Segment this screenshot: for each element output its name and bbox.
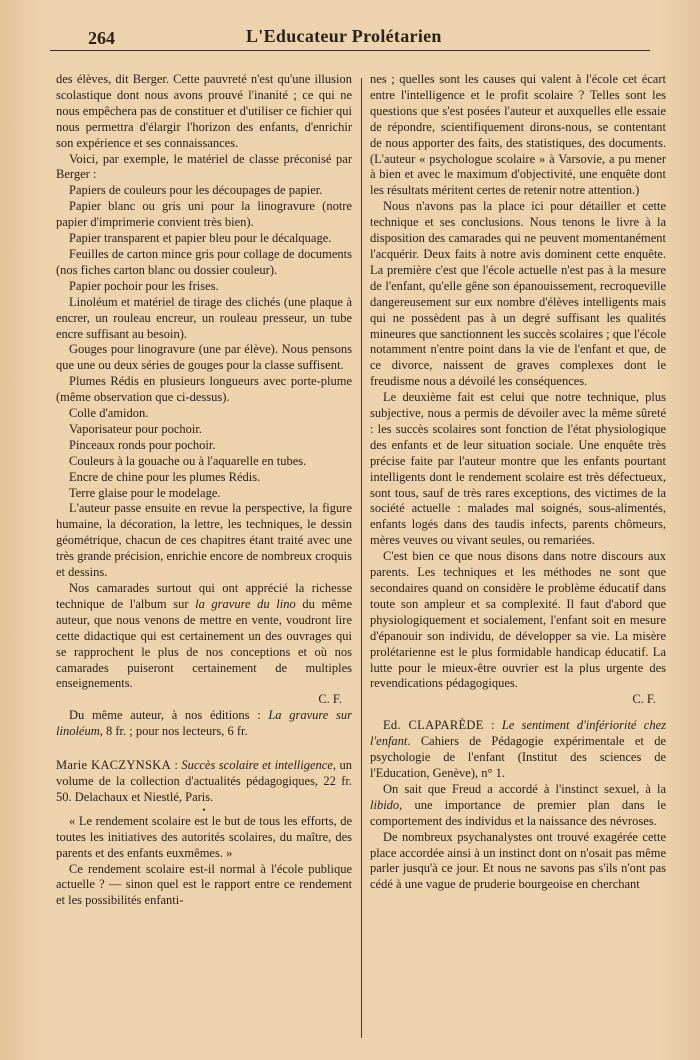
list-item: Linoléum et matériel de tirage des clichés (une plaque à encrer, un rouleau encreur, un rouleau presseur, un tube encre suffisant au besoin). xyxy=(56,294,352,341)
text-run: Du même auteur, à nos éditions : xyxy=(69,708,269,723)
review-heading: Ed. CLAPARÈDE : Le sentiment d'infériorité chez l'enfant. Cahiers de Pédagogie expérimentale et de psychologie de l'enfant (Institut des sciences de l'Education, Genève), n° 1. xyxy=(370,718,666,780)
paragraph: nes ; quelles sont les causes qui valent à l'école cet écart entre l'intelligence et le profit scolaire ? Telles sont les questions que s'est posées l'auteur et auxquelles elle essaie de répondre, scientifiquement dirons-nous, se contentant de nous apporter des faits, des statistiques, des documents. (L'auteur « psychologue scolaire » à Varsovie, a pu mener à bien et avec le maximum d'objectivité, une enquête dont les résultats méritent certes de retenir notre attention.) xyxy=(370,72,666,198)
list-item: Pinceaux ronds pour pochoir. xyxy=(69,437,216,452)
spacer xyxy=(56,740,352,758)
paragraph: des élèves, dit Berger. Cette pauvreté n'est qu'une illusion scolastique dont nous avons prouvé l'inanité ; ce qui ne nous empêchera pas de constituer et d'utiliser ce fichier qui nous permettra d'élargir l'horizon des enfants, d'enrichir son expérience et ses connaissances. xyxy=(56,72,352,150)
text-run: Nos camarades surtout qui ont apprécié la richesse technique de l'album sur xyxy=(56,581,352,611)
quote: « Le rendement scolaire est le but de tous les efforts, de toutes les initiatives des autorités scolaires, du maître, des parents et des enfants euxmêmes. » xyxy=(56,813,352,860)
list-item: Papier pochoir pour les frises. xyxy=(69,278,219,293)
paragraph: Nous n'avons pas la place ici pour détailler et cette technique et ses conclusions. Nous tenons le livre à la disposition des camarades qui ne peuvent momentanément l'acquérir. Deux faits à notre avis dominent cette enquête. La première c'est que l'école actuelle n'est pas à la mesure de l'enfant, qu'elle gêne son épanouissement, recroqueville dangereusement sur eux nombre d'élèves intelligents mais qui ne possèdent pas à un degré suffisant les qualités mineures que sanctionnent les succès scolaires ; que l'école notamment n'entre point dans la vie de l'enfant et que, de ce divorce, naissent de graves complexes dont le freudisme nous a dévoilé les conséquences. xyxy=(370,199,666,389)
paragraph xyxy=(370,782,666,830)
list-item: Papier blanc ou gris uni pour la linogravure (notre papier d'imprimerie convient très bien). xyxy=(56,199,352,230)
page-number: 264 xyxy=(88,28,115,48)
text-run: . Cahiers de Pédagogie expérimentale et de psychologie de l'enfant (Institut des sciences de l'Education, Genève), n° 1. xyxy=(370,734,666,780)
spacer xyxy=(370,708,666,718)
signature: C. F. xyxy=(632,692,656,707)
text-run: , une importance de premier plan dans le comportement des individus et la naissance des névroses. xyxy=(370,797,666,828)
review-title: Le sentiment d'infériorité chez l'enfant xyxy=(370,718,666,749)
paragraph: Ce rendement scolaire est-il normal à l'école publique actuelle ? — sinon quel est le rapport entre ce rendement et les possibilités enfanti- xyxy=(56,861,352,908)
list-item: Feuilles de carton mince gris pour collage de documents (nos fiches carton blanc ou dossier couleur). xyxy=(56,246,352,277)
paragraph: De nombreux psychanalystes ont trouvé exagérée cette place accordée ainsi à un instinct dont on n'osait pas même parler jusqu'à ce jour. Et nous ne savons pas s'ils n'ont pas cédé à une vague de pruderie bourgeoise en cherchant xyxy=(370,829,666,892)
signature: C. F. xyxy=(318,692,342,707)
list-item: Plumes Rédis en plusieurs longueurs avec porte-plume (même observation que ci-dessus). xyxy=(56,374,352,405)
list-item: Papier transparent et papier bleu pour le décalquage. xyxy=(69,231,332,246)
text-run: du même auteur, que nous venons de mettre en vente, voudront lire cette didactique qui est certainement un des ouvrages qui se rapprochent le plus de nos conceptions et où nos camarades puiseront certainement de multiples enseignements. xyxy=(56,596,352,691)
list-item: Encre de chine pour les plumes Rédis. xyxy=(69,469,261,484)
paragraph xyxy=(56,708,352,740)
text-run: , un volume de la collection d'actualités pédagogiques, 22 fr. 50. Delachaux et Niestlé, Paris. xyxy=(56,758,352,804)
review-heading: Marie KACZYNSKA : Succès scolaire et intelligence, un volume de la collection d'actualités pédagogiques, 22 fr. 50. Delachaux et Niestlé, Paris. xyxy=(56,758,352,804)
paragraph: C'est bien ce que nous disons dans notre discours aux parents. Les techniques et les méthodes ne sont que secondaires quand on considère le problème éducatif dans toute son ampleur et sa complexité. Il faut d'abord que physiologiquement et socialement, l'enfant soit en mesure d'épanouir son individu, de développer sa vie. La misère prolétarienne est le plus formidable handicap éducatif. La lutte pour le mieux-être ouvrier est la plus urgente des revendications pédagogiques. xyxy=(370,549,666,691)
column-divider xyxy=(361,78,362,1038)
review-title: Succès scolaire et intelligence xyxy=(181,758,333,773)
ornament-dot: • xyxy=(202,804,206,815)
text-run: , 8 fr. ; pour nos lecteurs, 6 fr. xyxy=(99,724,248,739)
list-item: Vaporisateur pour pochoir. xyxy=(69,421,202,436)
book-title: la gravure du lino xyxy=(195,596,296,611)
paragraph: Le deuxième fait est celui que notre technique, plus subjective, nous a permis de dévoiler avec la même sûreté : les succès scolaires sont fonction de l'état physiologique des enfants et de leur situation sociale. Une enquête très précise faite par l'auteur montre que les enfants pourtant intelligents dont le rendement scolaire est très défectueux, sont tous, sauf de très rares exceptions, des victimes de la société actuelle : malades mal soignés, sous-alimentés, enfants logés dans des taudis infects, parents chômeurs, mères veuves ou vivant seules, ou remariées. xyxy=(370,390,666,548)
emphasis: libido xyxy=(370,797,400,812)
materials-list xyxy=(56,183,352,501)
left-column xyxy=(56,72,352,909)
right-column xyxy=(370,72,666,893)
paragraph: Voici, par exemple, le matériel de classe préconisé par Berger : xyxy=(56,151,352,182)
paragraph xyxy=(56,581,352,692)
list-item: Papiers de couleurs pour les découpages de papier. xyxy=(69,183,323,198)
review-author: Marie KACZYNSKA xyxy=(56,758,171,773)
book-title: La gravure sur linoléum xyxy=(56,708,352,739)
review-author: Ed. CLAPARÈDE xyxy=(383,718,484,733)
list-item: Couleurs à la gouache ou à l'aquarelle en tubes. xyxy=(69,453,307,468)
running-header xyxy=(50,24,666,52)
list-item: Gouges pour linogravure (une par élève). Nous pensons que une ou deux séries de gouges pour la classe suffisent. xyxy=(56,342,352,373)
header-rule xyxy=(50,50,650,51)
text-run: On sait que Freud a accordé à l'instinct sexuel, à la xyxy=(383,781,666,796)
list-item: Terre glaise pour le modelage. xyxy=(69,485,221,500)
journal-title: L'Educateur Prolétarien xyxy=(246,26,442,46)
paragraph: L'auteur passe ensuite en revue la perspective, la figure humaine, la décoration, la lettre, les techniques, le dessin géométrique, chacun de ces chapitres étant traité avec une très grande précision, enrichie encore de nombreux croquis et dessins. xyxy=(56,501,352,580)
list-item: Colle d'amidon. xyxy=(69,406,149,421)
